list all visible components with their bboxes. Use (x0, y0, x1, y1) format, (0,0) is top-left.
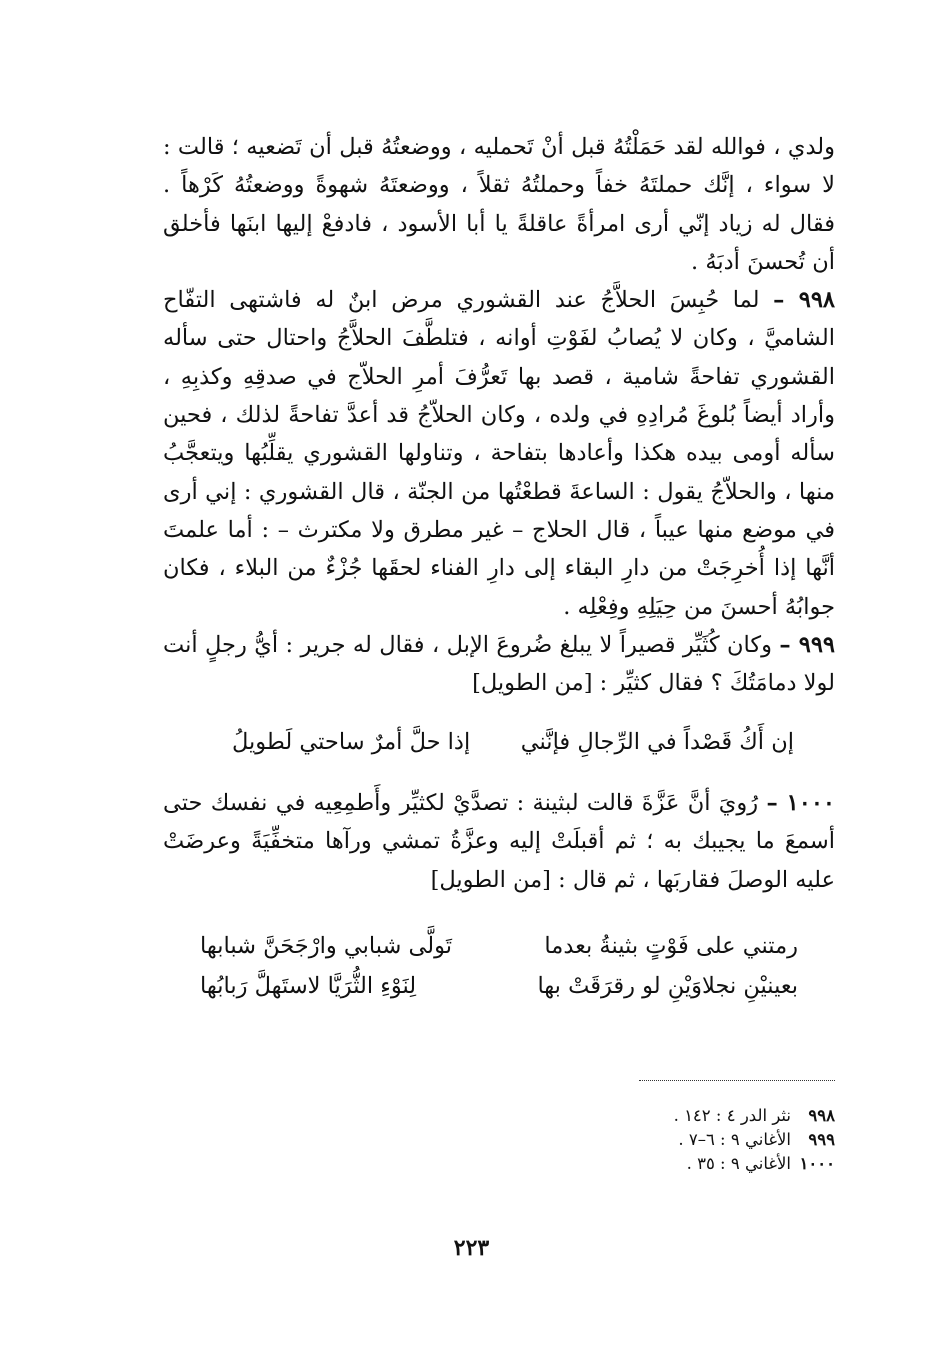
page-number: ٢٢٣ (453, 1235, 490, 1261)
paragraph-intro-text: ولدي ، فوالله لقد حَمَلْتُهُ قبل أنْ تَحمليه ، ووضعتُهُ قبل أن تَضعيه ؛ قالت : لا سواء ، إنَّك حملتَهُ خفاً وحملتُهُ ثقلاً ، ووضعتَهُ شهوةً ووضعتُهُ كَرْهاً . فقال له زياد إنّي أرى امرأةً عاقلةً يا أبا الأسود ، فادفعْ إليها ابنَها فأخلق أن تُحسنَ أدبَهُ . (163, 134, 835, 275)
entry-number-999: ٩٩٩ – (779, 631, 836, 658)
verse-999 (232, 722, 794, 762)
verse-1000-line-2-second-hemistich: لِنَوْءِ الثُّرَيَّا لاستَهلَّ رَبابُها (200, 973, 417, 999)
main-text (163, 128, 835, 702)
footnote-number: ١٠٠٠ (799, 1154, 835, 1173)
verse-1000-line-2-first-hemistich: بعينيْنِ نجلاوَيْنِ لو رقرَقَتْ بها (537, 973, 798, 999)
entry-number-998: ٩٩٨ – (773, 287, 835, 314)
paragraph-998-text: لما حُبِسَ الحلاَّجُ عند القشوري مرض ابنٌ له فاشتهى التفّاح الشاميَّ ، وكان لا يُصابُ لفَوْتِ أوانه ، فتلطَّفَ الحلاَّجُ واحتال حتى سأله القشوري تفاحةً شامية ، قصد بها تَعرُّفَ أمرِ الحلاّج في صدقِهِ وكذبِهِ ، وأراد أيضاً بُلوغَ مُرادِهِ في ولده ، وكان الحلاّجُ قد أعدَّ تفاحةً لذلك ، فحين سأله أومى بيده هكذا وأعادها بتفاحة ، وتناولها القشوري يقلِّبُها ويتعجَّبُ منها ، والحلاّجُ يقول : الساعةَ قطعْتُها من الجنّة ، قال القشوري : إني أرى في موضع منها عيباً ، قال الحلاج – غير مطرق ولا مكترث – : أما علمتَ أنَّها إذا أُخرِجَتْ من دارِ البقاء إلى دارِ الفناء لحقَها جُزْءٌ من البلاء ، فكان جوابُهُ أحسنَ من حِيَلِهِ وفِعْلِه . (163, 287, 835, 620)
paragraph-999 (163, 626, 835, 703)
footnote-number: ٩٩٨ (808, 1106, 835, 1125)
footnote-text: الأغاني ٩ : ٣٥ . (686, 1154, 791, 1173)
footnote-separator (639, 1080, 835, 1081)
footnote-text: نثر الدر ٤ : ١٤٢ . (673, 1106, 791, 1125)
paragraph-1000 (163, 784, 835, 899)
paragraph-998 (163, 281, 835, 626)
footnote-text: الأغاني ٩ : ٦–٧ . (678, 1130, 791, 1149)
footnotes (560, 1104, 835, 1176)
paragraph-1000-text: رُويَ أنَّ عَزَّةَ قالت لبثينة : تصدَّيْ لكثيِّر وأَطمِعِيه في نفسك حتى أسمعَ ما يجيبك به ؛ ثم أقبلَتْ إليه وعزَّةُ تمشي ورآها متخفِّيَةً وعرضَتْ عليه الوصلَ فقاربَها ، ثم قال : [من الطويل] (163, 790, 835, 893)
entry-number-1000: ١٠٠٠ – (766, 790, 836, 816)
verse-1000-line-1-first-hemistich: رمتني على فَوْتٍ بثينةُ بعدما (544, 933, 798, 959)
verse-1000-line-2 (200, 966, 798, 1006)
paragraph-999-text: وكان كُثَيِّر قصيراً لا يبلغ ضُروعَ الإبل ، فقال له جرير : أيُّ رجلٍ أنت لولا دمامَتُكَ ؟ فقال كثيِّر : [من الطويل] (163, 631, 835, 697)
verse-1000-line-1-second-hemistich: تَولَّى شبابي وارْجَحَنَّ شبابها (200, 933, 452, 959)
footnote-1000 (560, 1152, 835, 1176)
footnote-999 (560, 1128, 835, 1152)
main-text-continued (163, 784, 835, 899)
paragraph-intro (163, 128, 835, 281)
footnote-998 (560, 1104, 835, 1128)
verse-999-second-hemistich: إذا حلَّ أمرٌ ساحتي لَطويلُ (232, 729, 471, 755)
verse-1000-line-1 (200, 926, 798, 966)
footnote-number: ٩٩٩ (808, 1130, 835, 1149)
verse-999-first-hemistich: إن أَكُ قَصْداً في الرِّجالِ فإنَّني (520, 729, 794, 755)
